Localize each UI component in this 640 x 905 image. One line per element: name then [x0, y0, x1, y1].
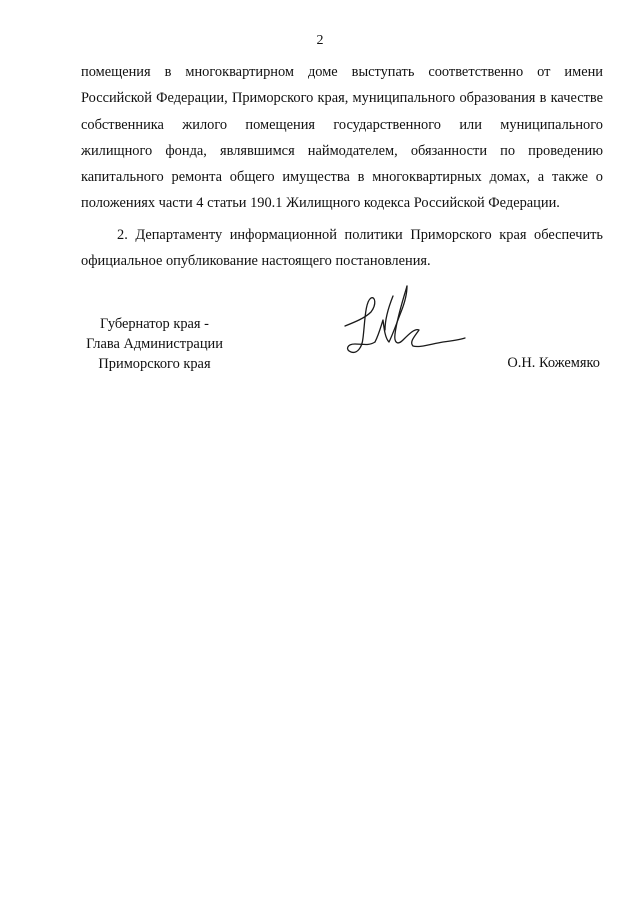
signer-name: О.Н. Кожемяко [507, 355, 600, 371]
document-body [81, 59, 603, 274]
signer-title-line-3: Приморского края [98, 356, 211, 372]
signer-title-line-1: Губернатор края - [100, 316, 209, 332]
handwritten-signature [335, 282, 470, 362]
body-paragraph-continuation: помещения в многоквартирном доме выступать соответственно от имени Российской Федерации, Приморского края, муниципального образования в качестве собственника жилого помещения государственного или муниципального жилищного фонда, являвшимся наймодателем, обязанности по проведению капитального ремонта общего имущества в многоквартирных домах, а также о положениях части 4 статьи 190.1 Жилищного кодекса Российской Федерации. [81, 64, 603, 212]
signer-title-line-2: Глава Администрации [86, 336, 223, 352]
body-paragraph-item-2: 2. Департаменту информационной политики Приморского края обеспечить официальное опубликование настоящего постановления. [81, 226, 603, 270]
signer-position [67, 314, 242, 374]
page-number: 2 [316, 33, 324, 48]
